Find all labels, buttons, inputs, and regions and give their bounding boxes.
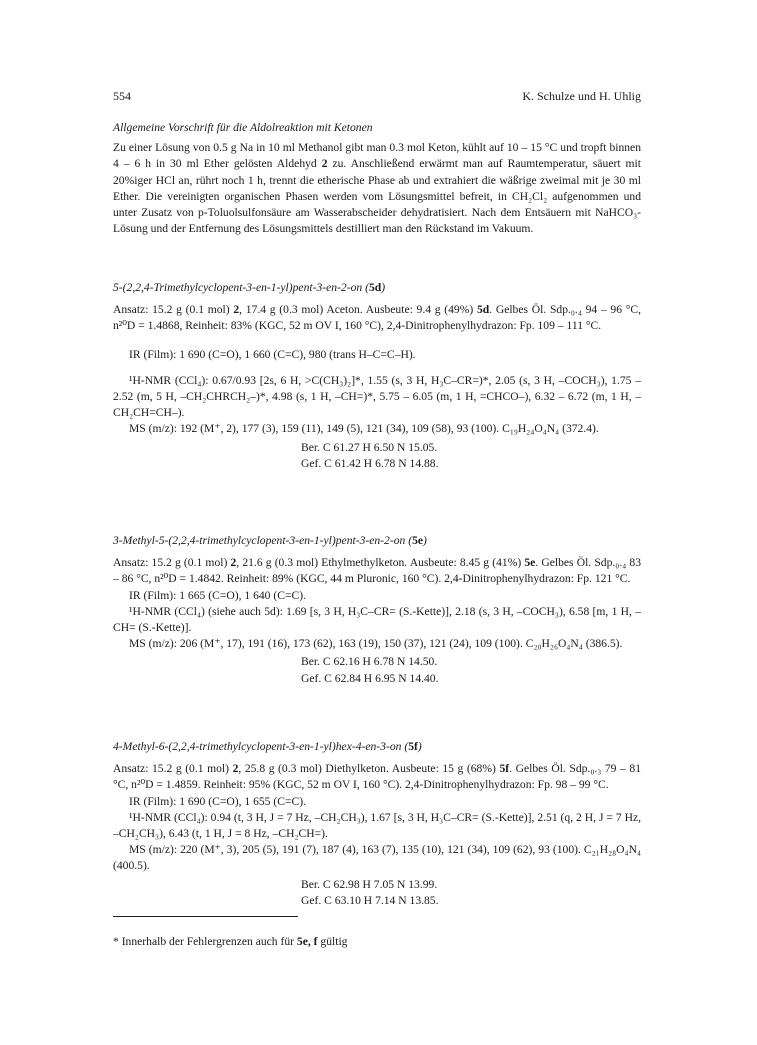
compound-5e-ir: IR (Film): 1 665 (C=O), 1 640 (C=C).	[129, 588, 306, 602]
footnote-divider	[113, 916, 298, 917]
compound-5d-found: Gef. C 61.42 H 6.78 N 14.88.	[301, 456, 439, 470]
compound-5f-calc: Ber. C 62.98 H 7.05 N 13.99.	[301, 877, 438, 891]
compound-5f-ir: IR (Film): 1 690 (C=O), 1 655 (C=C).	[129, 794, 306, 808]
section-general-procedure	[113, 120, 641, 237]
compound-5e-calc: Ber. C 62.16 H 6.78 N 14.50.	[301, 655, 438, 669]
compound-5d-ir: IR (Film): 1 690 (C=O), 1 660 (C=C), 980 (trans H–C=C–H).	[129, 347, 416, 361]
section-compound-5d	[113, 280, 641, 472]
general-procedure-title: Allgemeine Vorschrift für die Aldolreaktion mit Ketonen	[113, 121, 373, 134]
compound-5d-calc: Ber. C 61.27 H 6.50 N 15.05.	[301, 440, 438, 454]
compound-5d-ms: MS (m/z): 192 (M⁺, 2), 177 (3), 159 (11), 149 (5), 121 (34), 109 (58), 93 (100). C₁₉H₂₄O₄N₄ (372.4).	[129, 422, 599, 436]
compound-5f-ms: MS (m/z): 220 (M⁺, 3), 205 (5), 191 (7), 187 (4), 163 (7), 135 (10), 121 (34), 109 (62), 93 (100). C₂₁H₂₈O₄N₄ (400.5).	[113, 843, 641, 873]
compound-5f-ansatz: Ansatz: 15.2 g (0.1 mol) 2, 25.8 g (0.3 mol) Diethylketon. Ausbeute: 15 g (68%) 5f. Gelbes Öl. Sdp.₀.₃ 79 – 81 °C, n²⁰D = 1.4859. Reinheit: 95% (KGC, 52 m OV I, 160 °C). 2,4-Dinitrophenylhydrazon: Fp. 98 – 99 °C.	[113, 762, 641, 792]
footnote-text: * Innerhalb der Fehlergrenzen auch für 5e, f gültig	[113, 935, 348, 948]
compound-5e-found: Gef. C 62.84 H 6.95 N 14.40.	[301, 671, 439, 685]
page-number: 554	[113, 89, 131, 103]
compound-5d-ansatz: Ansatz: 15.2 g (0.1 mol) 2, 17.4 g (0.3 mol) Aceton. Ausbeute: 9.4 g (49%) 5d. Gelbes Öl. Sdp.₀.₄ 94 – 96 °C, n²⁰D = 1.4868, Reinheit: 83% (KGC, 52 m OV I, 160 °C), 2,4-Dinitrophenylhydrazon: Fp. 109 – 111 °C.	[113, 303, 641, 333]
compound-5f-title: 4-Methyl-6-(2,2,4-trimethylcyclopent-3-en-1-yl)hex-4-en-3-on (5f)	[113, 740, 422, 753]
compound-5f-found: Gef. C 63.10 H 7.14 N 13.85.	[301, 893, 439, 907]
compound-5e-ansatz: Ansatz: 15.2 g (0.1 mol) 2, 21.6 g (0.3 mol) Ethylmethylketon. Ausbeute: 8.45 g (41%) 5e. Gelbes Öl. Sdp.₀.₄ 83 – 86 °C, n²⁰D = 1.4842. Reinheit: 89% (KGC, 44 m Pluronic, 160 °C). 2,4-Dinitrophenylhydrazon: Fp. 121 °C.	[113, 556, 642, 586]
footnote	[113, 934, 641, 950]
section-compound-5f	[113, 739, 641, 909]
running-authors: K. Schulze und H. Uhlig	[522, 89, 641, 103]
running-header	[113, 88, 641, 106]
compound-5e-ms: MS (m/z): 206 (M⁺, 17), 191 (16), 173 (62), 163 (19), 150 (37), 121 (24), 109 (100). C₂₀H₂₆O₄N₄ (386.5).	[129, 637, 623, 651]
compound-5e-nmr: ¹H-NMR (CCl₄) (siehe auch 5d): 1.69 [s, 3 H, H₃C–CR= (S.-Kette)], 2.18 (s, 3 H, –COCH₃), 6.58 [m, 1 H, –CH= (S.-Kette)].	[113, 604, 641, 635]
compound-5f-nmr: ¹H-NMR (CCl₄): 0.94 (t, 3 H, J = 7 Hz, –CH₂CH₃), 1.67 [s, 3 H, H₃C–CR= (S.-Kette)], 2.51 (q, 2 H, J = 7 Hz, –CH₂CH₃), 6.43 (t, 1 H, J = 8 Hz, –CH₂CH=).	[113, 810, 641, 841]
compound-5d-nmr: ¹H-NMR (CCl₄): 0.67/0.93 [2s, 6 H, >C(CH₃)₂]*, 1.55 (s, 3 H, H₃C–CR=)*, 2.05 (s, 3 H, –COCH₃), 1.75 – 2.52 (m, 5 H, –CH₂CHRCH₂–)*, 4.98 (s, 1 H, –CH=)*, 5.75 – 6.05 (m, 1 H, =CHCO–), 6.32 – 6.72 (m, 1 H, –CH₂CH=CH–).	[113, 373, 641, 420]
compound-5d-title: 5-(2,2,4-Trimethylcyclopent-3-en-1-yl)pent-3-en-2-on (5d)	[113, 281, 386, 294]
general-procedure-body: Zu einer Lösung von 0.5 g Na in 10 ml Methanol gibt man 0.3 mol Keton, kühlt auf 10 – 15 °C und tropft binnen 4 – 6 h in 30 ml Ether gelösten Aldehyd 2 zu. Anschließend erwärmt man auf Raumtemperatur, säuert mit 20%iger HCl an, rührt noch 1 h, trennt die etherische Phase ab und extrahiert die wäßrige zweimal mit je 30 ml Ether. Die vereinigten organischen Phasen werden vom Lösungsmittel befreit, in CH₂Cl₂ aufgenommen und unter Zusatz von p-Toluolsulfonsäure am Wasserabscheider dehydratisiert. Nach dem Entsäuern mit NaHCO₃-Lösung und der Entfernung des Lösungsmittels destilliert man den Rückstand im Vakuum.	[113, 141, 641, 236]
section-compound-5e	[113, 533, 641, 687]
compound-5e-title: 3-Methyl-5-(2,2,4-trimethylcyclopent-3-en-1-yl)pent-3-en-2-on (5e)	[113, 534, 427, 547]
